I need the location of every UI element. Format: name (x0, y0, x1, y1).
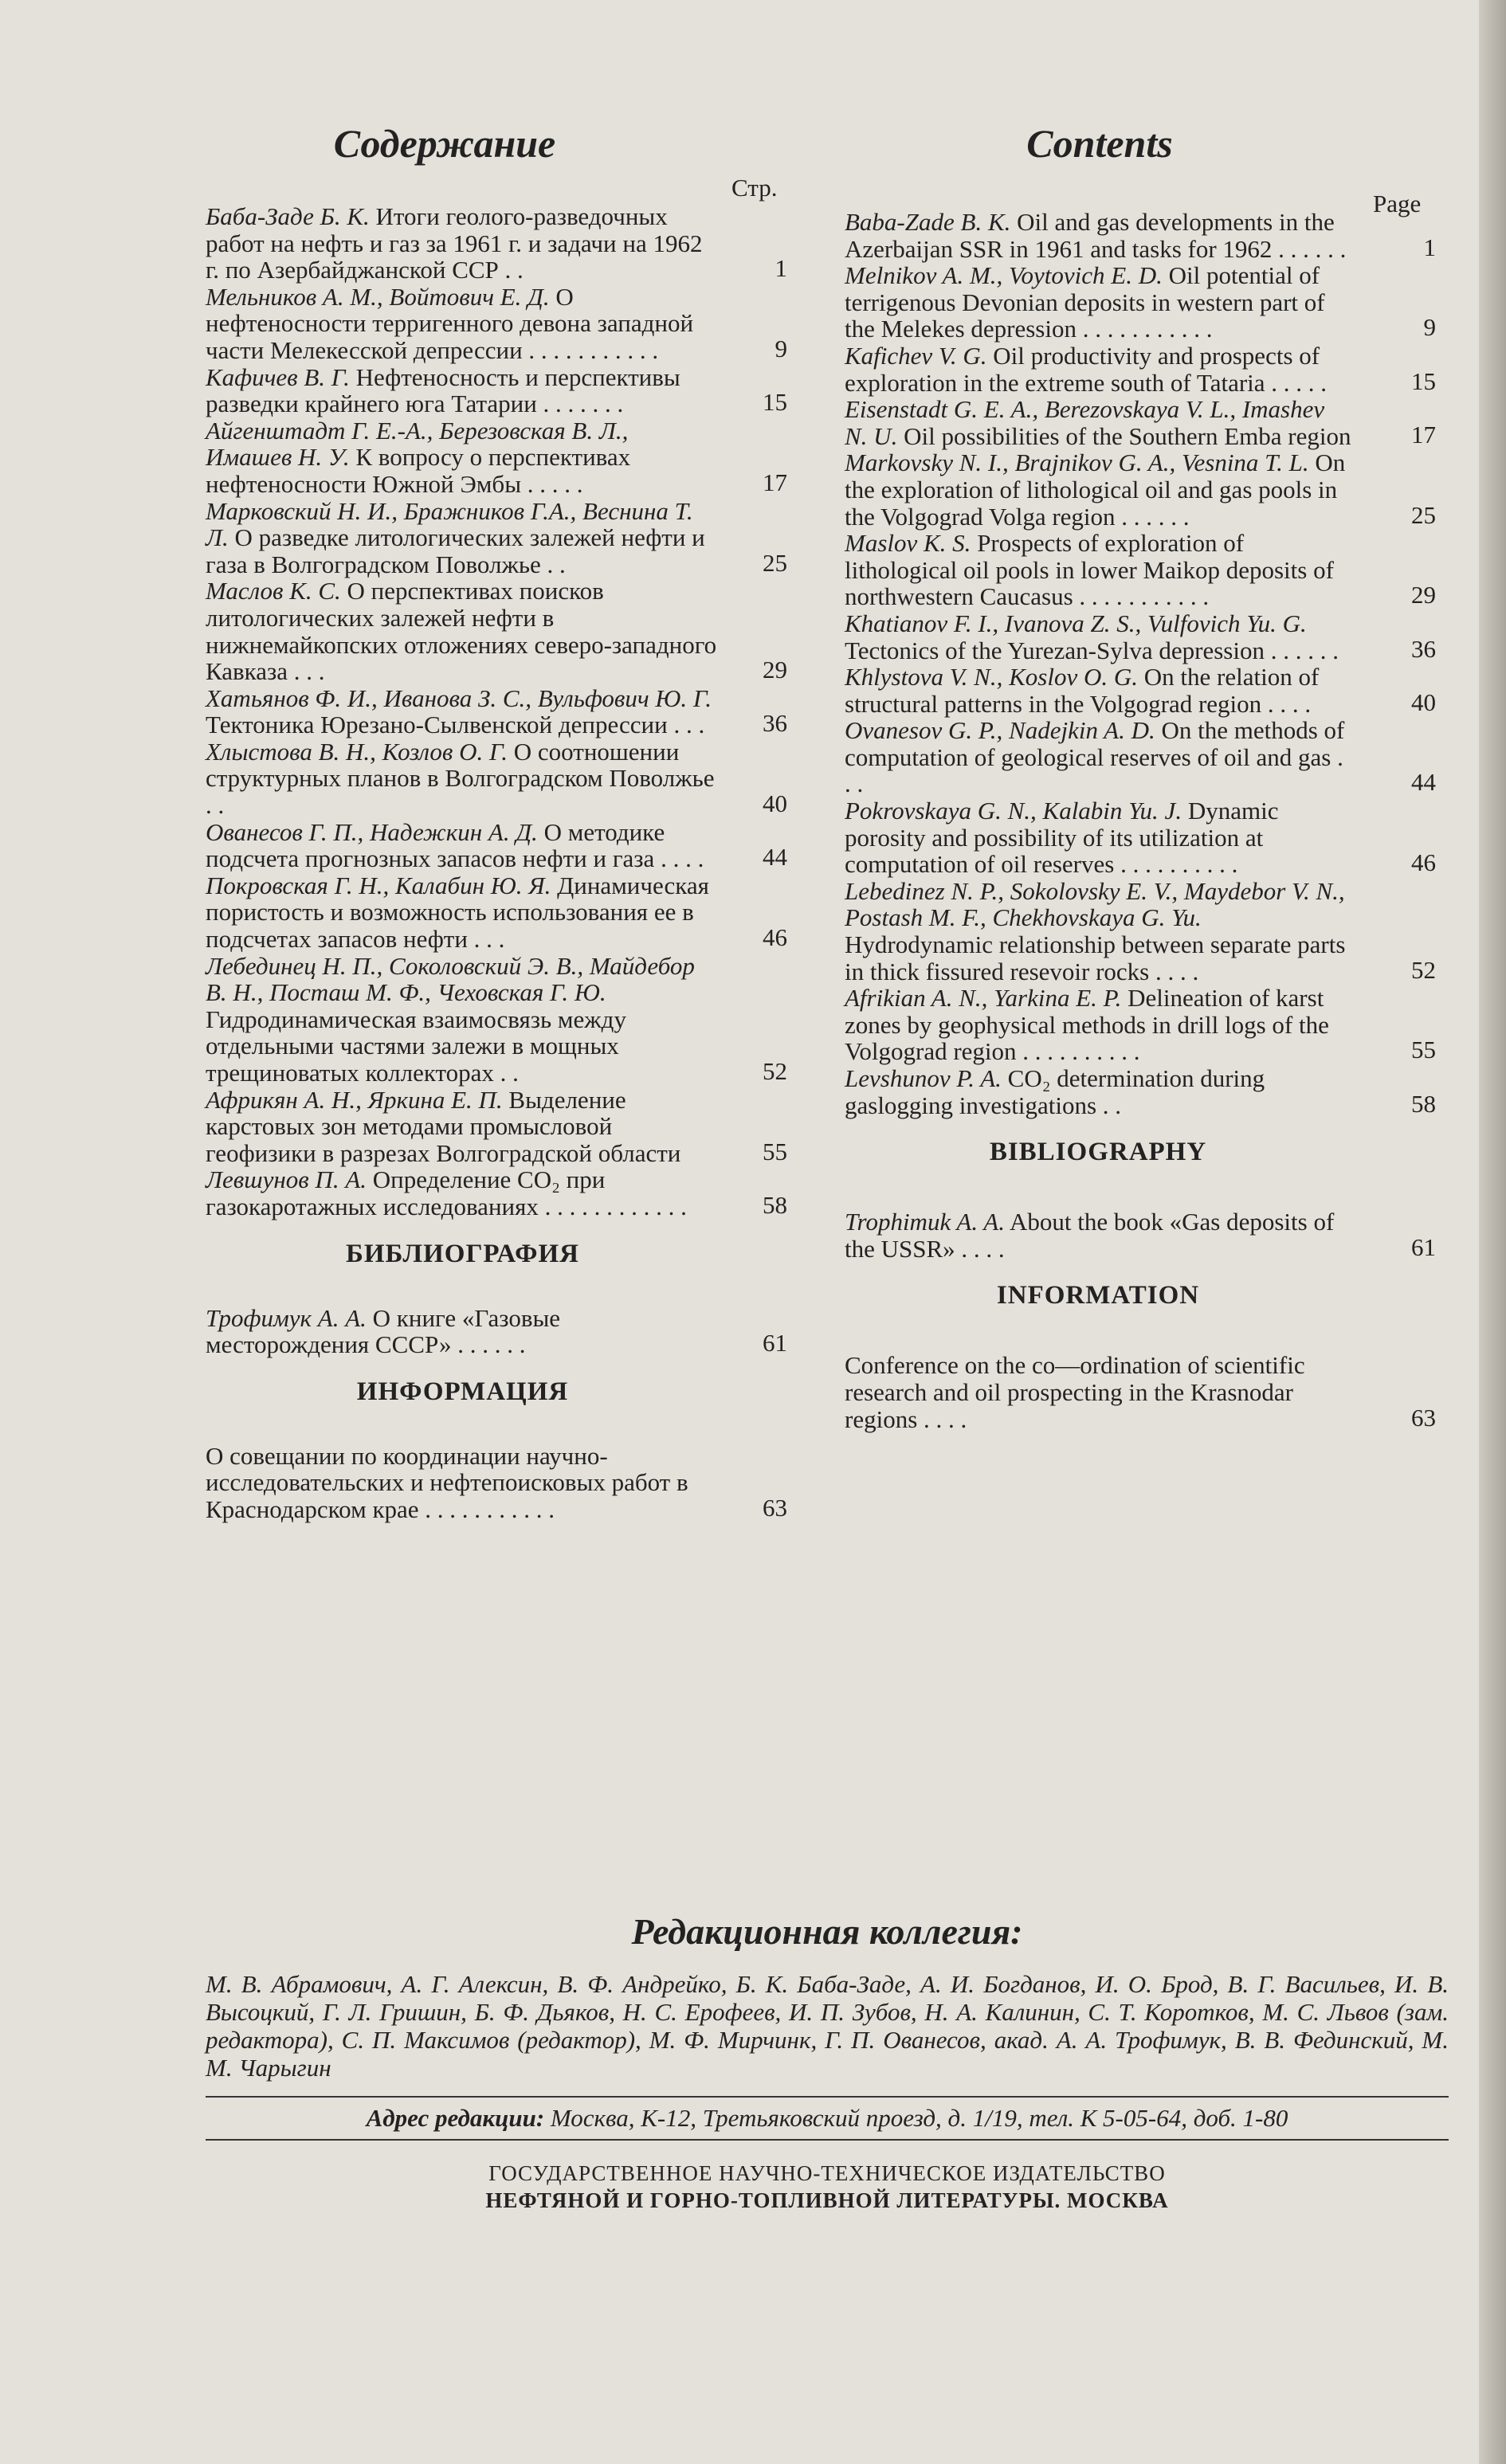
entry-page-number: 25 (763, 548, 787, 577)
toc-entry (206, 684, 787, 739)
entry-title: О книге «Газовые месторождения СССР» . . . . . . (206, 1303, 561, 1359)
toc-list-ru (206, 203, 797, 1220)
entry-title: О методике подсчета прогнозных запасов нефти и газа . . . . (206, 817, 704, 873)
toc-entry (845, 797, 1436, 879)
entry-authors: Африкян А. Н., Яркина Е. П. (206, 1085, 503, 1114)
toc-entry (845, 1208, 1436, 1263)
toc-entry (206, 202, 787, 284)
entry-page-number: 15 (1411, 366, 1436, 395)
toc-entry (206, 1303, 787, 1359)
editorial-board-title: Редакционная коллегия: (631, 1911, 1023, 1952)
entry-page-number: 44 (763, 843, 787, 872)
page-edge (1479, 0, 1506, 2464)
toc-entry (206, 817, 787, 873)
toc-entry (206, 871, 787, 954)
entry-page-number: 40 (1411, 687, 1436, 716)
entry-authors: Eisenstadt G. E. A., Berezovskaya V. L., Imashev N. U. (845, 395, 1325, 450)
toc-entry (845, 984, 1436, 1066)
entry-page-number: 15 (763, 388, 787, 417)
toc-entry (206, 1165, 787, 1220)
entry-authors: Хатьянов Ф. И., Иванова З. С., Вульфович Ю. Г. (206, 684, 712, 712)
entry-page-number: 36 (1411, 634, 1436, 663)
entry-authors: Ovanesov G. P., Nadejkin A. D. (845, 716, 1155, 745)
entry-title: О перспективах поисков литологических залежей нефти в нижнемайкопских отложениях северо-западного Кавказа . . . (206, 577, 717, 686)
entry-title: Hydrodynamic relationship between separate parts in thick fissured resevoir rocks . . . . (845, 930, 1346, 985)
entry-page-number: 9 (1423, 313, 1436, 342)
toc-entry (845, 208, 1436, 263)
toc-entry (206, 951, 787, 1087)
toc-entry (206, 362, 787, 418)
entry-title: О разведке литологических залежей нефти и газа в Волгоградском Поволжье . . (206, 523, 705, 578)
entry-authors: Лебединец Н. П., Соколовский Э. В., Майдебор В. Н., Посташ М. Ф., Чеховская Г. Ю. (206, 951, 695, 1007)
entry-page-number: 36 (763, 709, 787, 738)
entry-authors: Маслов К. С. (206, 577, 341, 605)
entry-authors: Покровская Г. Н., Калабин Ю. Я. (206, 871, 551, 899)
information-list-ru (206, 1443, 797, 1523)
entry-page-number: 1 (1423, 233, 1436, 261)
entry-title: О нефтеносности терригенного девона западной части Мелекесской депрессии . . . . . . . . . . . (206, 282, 694, 364)
entry-page-number: 58 (763, 1190, 787, 1219)
entry-page-number: 52 (763, 1057, 787, 1085)
entry-title: Динамическая пористость и возможность использования ее в подсчетах запасов нефти . . . (206, 871, 709, 954)
entry-title: Oil possibilities of the Southern Emba region (904, 421, 1351, 450)
divider-bottom (206, 2139, 1449, 2141)
information-title-ru: ИНФОРМАЦИЯ (356, 1377, 569, 1406)
address-text: Москва, К-12, Третьяковский проезд, д. 1/19, тел. К 5-05-64, доб. 1-80 (550, 2104, 1288, 2132)
entry-title: Определение CO₂ при газокаротажных исследованиях . . . . . . . . . . . . (206, 1165, 687, 1220)
entry-page-number: 46 (763, 923, 787, 952)
entry-page-number: 9 (775, 334, 787, 362)
entry-authors: Ованесов Г. П., Надежкин А. Д. (206, 817, 538, 846)
entry-title: Нефтеносность и перспективы разведки крайнего юга Татарии . . . . . . . (206, 362, 680, 418)
entry-page-number: 44 (1411, 768, 1436, 797)
entry-authors: Мельников А. М., Войтович Е. Д. (206, 282, 550, 311)
entry-authors: Maslov K. S. (845, 529, 971, 558)
entry-title: On the exploration of lithological oil and gas pools in the Volgograd Volga region . . . . . . (845, 449, 1346, 531)
bibliography-list-en (845, 1208, 1450, 1262)
entry-title: Dynamic porosity and possibility of its utilization at computation of oil reserves . . . . . . . . . . (845, 797, 1279, 879)
entry-page-number: 1 (775, 254, 787, 283)
entry-authors: Khatianov F. I., Ivanova Z. S., Vulfovich Yu. G. (845, 609, 1307, 637)
toc-entry (845, 876, 1436, 985)
toc-entry (845, 716, 1436, 798)
toc-entry (845, 609, 1436, 664)
entry-title: Conference on the co—ordination of scientific research and oil prospecting in the Krasnodar regions . . . . (845, 1351, 1305, 1433)
entry-authors: Айгенштадт Г. Е.-А., Березовская В. Л., Имашев Н. У. (206, 416, 629, 472)
bibliography-list-ru (206, 1305, 797, 1358)
contents-russian (206, 119, 797, 1523)
entry-page-number: 52 (1411, 955, 1436, 984)
entry-page-number: 58 (1411, 1089, 1436, 1118)
entry-title: On the methods of computation of geological reserves of oil and gas . . . (845, 716, 1345, 798)
bibliography-title-ru: БИБЛИОГРАФИЯ (346, 1239, 579, 1268)
entry-title: Delineation of karst zones by geophysical methods in drill logs of the Volgograd region . . . . . . . . . . (845, 984, 1329, 1066)
editorial-board (206, 1910, 1449, 2214)
entry-page-number: 46 (1411, 848, 1436, 877)
entry-authors: Melnikov A. M., Voytovich E. D. (845, 261, 1163, 290)
toc-entry (206, 1085, 787, 1167)
entry-title: About the book «Gas deposits of the USSR» . . . . (845, 1208, 1335, 1263)
toc-entry (845, 449, 1436, 531)
page-column-header-ru: Стр. (731, 174, 778, 202)
entry-title: О соотношении структурных планов в Волгоградском Поволжье . . (206, 737, 715, 820)
toc-entry (206, 496, 787, 578)
toc-entry (206, 416, 787, 498)
editorial-board-members: М. В. Абрамович, А. Г. Алексин, В. Ф. Андрейко, Б. К. Баба-Заде, А. И. Богданов, И. О. Брод, В. Г. Васильев, И. В. Высоцкий, Г. Л. Гришин, Б. Ф. Дьяков, Н. С. Ерофеев, И. П. Зубов, Н. А. Калинин, С. Т. Коротков, М. С. Львов (зам. редактора), С. П. Максимов (редактор), М. Ф. Мирчинк, Г. П. Ованесов, акад. А. А. Трофимук, В. В. Фединский, М. М. Чарыгин (206, 1970, 1449, 2082)
entry-title: Oil productivity and prospects of exploration in the extreme south of Tataria . . . . . (845, 341, 1328, 397)
information-list-en (845, 1352, 1450, 1432)
entry-authors: Baba-Zade B. K. (845, 208, 1011, 236)
entry-page-number: 63 (763, 1493, 787, 1522)
entry-title: Итоги геолого-разведочных работ на нефть и газ за 1961 г. и задачи на 1962 г. по Азербайджанской ССР . . (206, 202, 703, 284)
contents-heading-ru: Содержание (333, 121, 556, 166)
entry-authors: Levshunov P. A. (845, 1064, 1002, 1092)
entry-page-number: 29 (763, 656, 787, 684)
entry-authors: Pokrovskaya G. N., Kalabin Yu. J. (845, 797, 1182, 825)
entry-authors: Кафичев В. Г. (206, 362, 350, 391)
toc-entry (845, 395, 1436, 450)
toc-entry (206, 282, 787, 364)
entry-authors: Khlystova V. N., Koslov O. G. (845, 663, 1138, 691)
entry-title: Oil and gas developments in the Azerbaijan SSR in 1961 and tasks for 1962 . . . . . . (845, 208, 1347, 263)
entry-title: Tectonics of the Yurezan-Sylva depression . . . . . . (845, 636, 1339, 664)
entry-page-number: 17 (763, 468, 787, 496)
entry-authors: Afrikian A. N., Yarkina E. P. (845, 984, 1122, 1013)
entry-authors: Markovsky N. I., Brajnikov G. A., Vesnina T. L. (845, 449, 1309, 477)
entry-authors: Трофимук А. А. (206, 1303, 367, 1332)
divider-top (206, 2096, 1449, 2098)
entry-authors: Trophimuk A. A. (845, 1208, 1005, 1236)
toc-entry (845, 663, 1436, 718)
toc-entry (845, 1351, 1436, 1433)
contents-english (845, 119, 1450, 1432)
entry-page-number: 55 (763, 1137, 787, 1165)
toc-entry (845, 529, 1436, 611)
entry-authors: Хлыстова В. Н., Козлов О. Г. (206, 737, 508, 766)
bibliography-title-en: BIBLIOGRAPHY (989, 1138, 1207, 1167)
entry-title: CO₂ determination during gaslogging investigations . . (845, 1064, 1265, 1119)
entry-page-number: 25 (1411, 500, 1436, 529)
entry-authors: Баба-Заде Б. К. (206, 202, 370, 230)
toc-entry (845, 1064, 1436, 1119)
entry-page-number: 40 (763, 789, 787, 818)
toc-entry (206, 577, 787, 686)
toc-entry (206, 1441, 787, 1523)
toc-entry (206, 737, 787, 820)
entry-authors: Марковский Н. И., Бражников Г.А., Веснина Т. Л. (206, 496, 693, 552)
entry-title: Oil potential of terrigenous Devonian deposits in western part of the Melekes depression . . . . . . . . . . . (845, 261, 1325, 343)
editorial-address (206, 2104, 1449, 2133)
entry-authors: Левшунов П. А. (206, 1165, 367, 1194)
toc-entry (845, 261, 1436, 343)
contents-heading-en: Contents (1026, 121, 1173, 166)
publisher-imprint (206, 2160, 1449, 2214)
toc-entry (845, 341, 1436, 397)
entry-page-number: 17 (1411, 420, 1436, 449)
entry-page-number: 29 (1411, 581, 1436, 609)
toc-list-en (845, 209, 1450, 1118)
entry-title: Гидродинамическая взаимосвязь между отдельными частями залежи в мощных трещиноватых коллекторах . . (206, 1005, 626, 1087)
entry-page-number: 55 (1411, 1036, 1436, 1064)
entry-title: Выделение карстовых зон методами промысловой геофизики в разрезах Волгоградской области (206, 1085, 681, 1167)
entry-title: Prospects of exploration of lithological oil pools in lower Maikop deposits of northwestern Caucasus . . . . . . . . . . . (845, 529, 1334, 611)
page-column-header-en: Page (1373, 190, 1422, 217)
entry-title: К вопросу о перспективах нефтеносности Южной Эмбы . . . . . (206, 443, 631, 498)
entry-authors: Kafichev V. G. (845, 341, 987, 370)
entry-page-number: 61 (763, 1329, 787, 1357)
entry-title: On the relation of structural patterns in the Volgograd region . . . . (845, 663, 1320, 718)
publisher-line-1: ГОСУДАРСТВЕННОЕ НАУЧНО-ТЕХНИЧЕСКОЕ ИЗДАТЕЛЬСТВО (488, 2161, 1166, 2185)
entry-title: О совещании по координации научно-исследовательских и нефтепоисковых работ в Краснодарском крае . . . . . . . . . . . (206, 1441, 688, 1523)
entry-page-number: 61 (1411, 1232, 1436, 1261)
information-title-en: INFORMATION (996, 1281, 1200, 1310)
entry-authors: Lebedinez N. P., Sokolovsky E. V., Maydebor V. N., Postash M. F., Chekhovskaya G. Yu. (845, 876, 1345, 932)
address-label: Адрес редакции: (366, 2104, 545, 2132)
publisher-line-2: НЕФТЯНОЙ И ГОРНО-ТОПЛИВНОЙ ЛИТЕРАТУРЫ. МОСКВА (485, 2188, 1169, 2212)
entry-page-number: 63 (1411, 1403, 1436, 1432)
entry-title: Тектоника Юрезано-Сылвенской депрессии . . . (206, 711, 705, 739)
